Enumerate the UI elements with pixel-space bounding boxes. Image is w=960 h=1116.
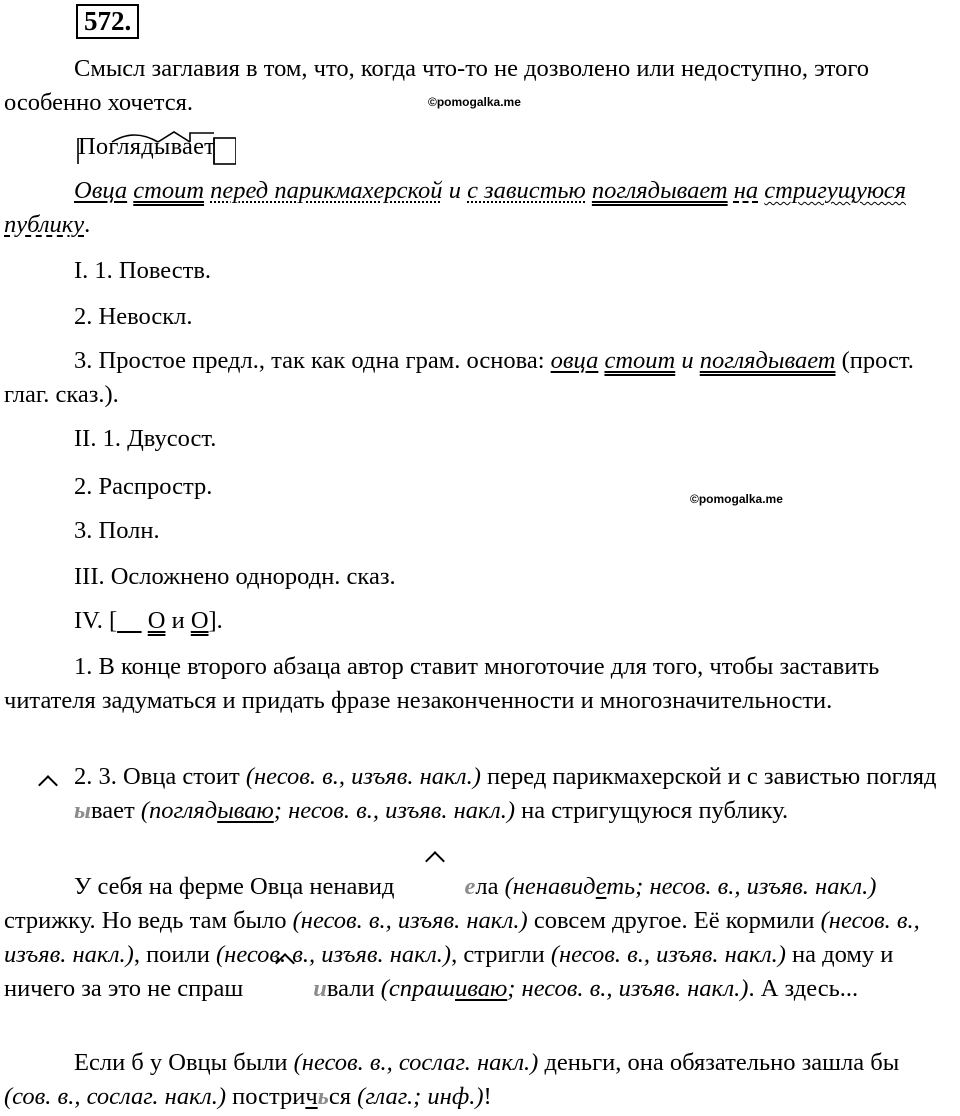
circumstance-1: перед парикмахерской [210, 177, 443, 204]
analysis-line-3: 3. Простое предл., так как одна грам. основа: овца стоит и поглядывает (прост. глаг. сказ.). [4, 347, 914, 408]
paragraph-verbs-3: Если б у Овцы были (несов. в., сослаг. накл.) деньги, она обязательно зашла бы (сов. в., сослаг. накл.) постричься (глаг.; инф.)! [4, 1049, 900, 1110]
predicate-word-1: стоит [133, 177, 205, 204]
analysis-line-7: III. Осложнено однородн. сказ. [74, 563, 396, 590]
analysis-line-2: 2. Невоскл. [74, 303, 193, 330]
paragraph-ellipsis: 1. В конце второго абзаца автор ставит многоточие для того, чтобы заставить читателя задуматься и придать фразе незаконченности и многозначительности. [4, 653, 880, 714]
circumstance-2: с завистью [467, 177, 586, 204]
exercise-number: 572. [76, 4, 139, 39]
subject-word: Овца [74, 177, 128, 204]
paragraph-verbs-2: У себя на ферме Овца ненавид ела (ненавидеть; несов. в., изъяв. накл.) стрижку. Но ведь там было (несов. в., изъяв. накл.) совсем другое. Её кормили (несов. в., изъяв. накл.), поили (несов. в., изъяв. накл.), стригли (несов. в., изъяв. накл.) на дому и ничего за это не спраш ивали (спрашиваю; несов. в., изъяв. накл.). А здесь... [4, 870, 960, 1006]
conj-and: и [448, 177, 461, 204]
predicate-word-2: поглядывает [591, 177, 728, 204]
analysis-line-1: I. 1. Повеств. [74, 257, 212, 284]
intro-paragraph: Смысл заглавия в том, что, когда что-то не дозволено или недоступно, этого особенно хочется. [4, 55, 870, 116]
analysis-scheme: IV. [ O и O]. [74, 607, 223, 634]
watermark-top: ©pomogalka.me [428, 95, 521, 109]
preposition-na: на [733, 177, 759, 204]
analysis-line-4: II. 1. Двусост. [74, 425, 217, 452]
analyzed-sentence: Овца стоит перед парикмахерской и с завистью поглядывает на стригущуюся публику. [4, 177, 907, 238]
object-word: публику [4, 211, 85, 238]
analysis-line-5: 2. Распростр. [74, 473, 213, 500]
morpheme-word: Поглядывает [78, 133, 216, 160]
paragraph-verbs-1: 2. 3. Овца стоит (несов. в., изъяв. накл.) перед парикмахерской и с завистью поглядывает (поглядываю; несов. в., изъяв. накл.) на стригущуюся публику. [4, 760, 944, 828]
morpheme-analysis [76, 124, 236, 168]
attribute-word: стригущуюся [764, 177, 907, 204]
watermark-middle: ©pomogalka.me [690, 492, 783, 506]
analysis-line-6: 3. Полн. [74, 517, 160, 544]
